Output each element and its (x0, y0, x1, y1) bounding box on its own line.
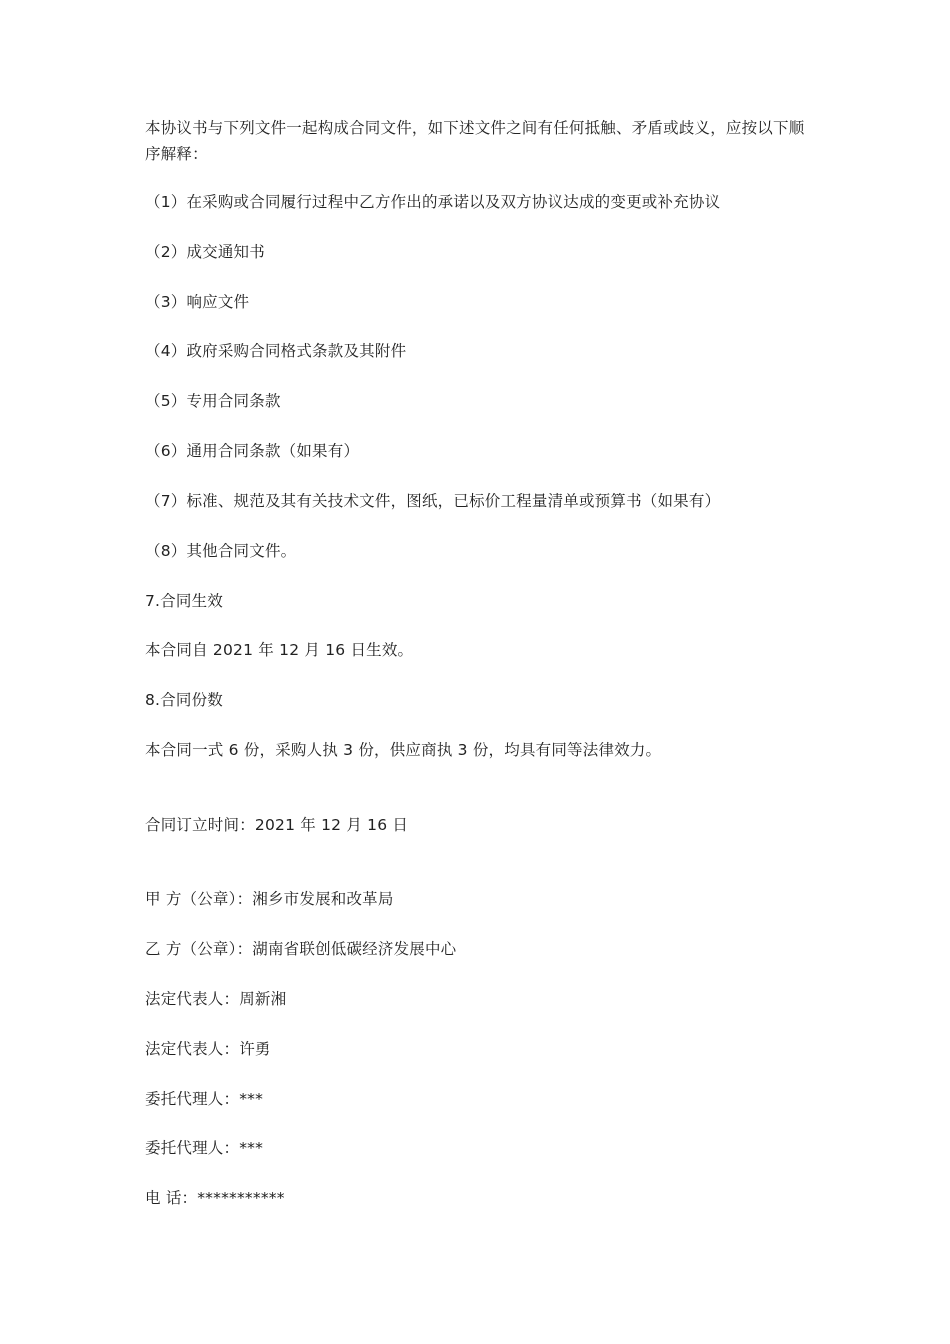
order-item-8: （8）其他合同文件。 (145, 542, 297, 560)
section-8-body: 本合同一式 6 份，采购人执 3 份，供应商执 3 份，均具有同等法律效力。 (145, 741, 662, 759)
section-7-body: 本合同自 2021 年 12 月 16 日生效。 (145, 641, 414, 659)
document-page (145, 0, 815, 1344)
party-a: 甲 方（公章）：湘乡市发展和改革局 (145, 890, 394, 908)
section-8-heading: 8.合同份数 (145, 691, 223, 709)
legal-rep-b: 法定代表人：许勇 (145, 1040, 271, 1058)
order-item-2: （2）成交通知书 (145, 243, 265, 261)
agent-b: 委托代理人：*** (145, 1139, 264, 1157)
order-item-3: （3）响应文件 (145, 293, 250, 311)
intro-paragraph: 本协议书与下列文件一起构成合同文件，如下述文件之间有任何抵触、矛盾或歧义，应按以下顺序解释： (145, 119, 805, 163)
order-item-5: （5）专用合同条款 (145, 392, 281, 410)
party-b: 乙 方（公章）：湖南省联创低碳经济发展中心 (145, 940, 457, 958)
order-item-7: （7）标准、规范及其有关技术文件，图纸，已标价工程量清单或预算书（如果有） (145, 492, 721, 510)
order-item-1: （1）在采购或合同履行过程中乙方作出的承诺以及双方协议达成的变更或补充协议 (145, 193, 721, 211)
legal-rep-a: 法定代表人：周新湘 (145, 990, 287, 1008)
order-item-4: （4）政府采购合同格式条款及其附件 (145, 342, 407, 360)
section-7-heading: 7.合同生效 (145, 592, 223, 610)
phone: 电 话：*********** (145, 1189, 285, 1207)
order-item-6: （6）通用合同条款（如果有） (145, 442, 360, 460)
agent-a: 委托代理人：*** (145, 1090, 264, 1108)
signing-date: 合同订立时间：2021 年 12 月 16 日 (145, 816, 409, 834)
